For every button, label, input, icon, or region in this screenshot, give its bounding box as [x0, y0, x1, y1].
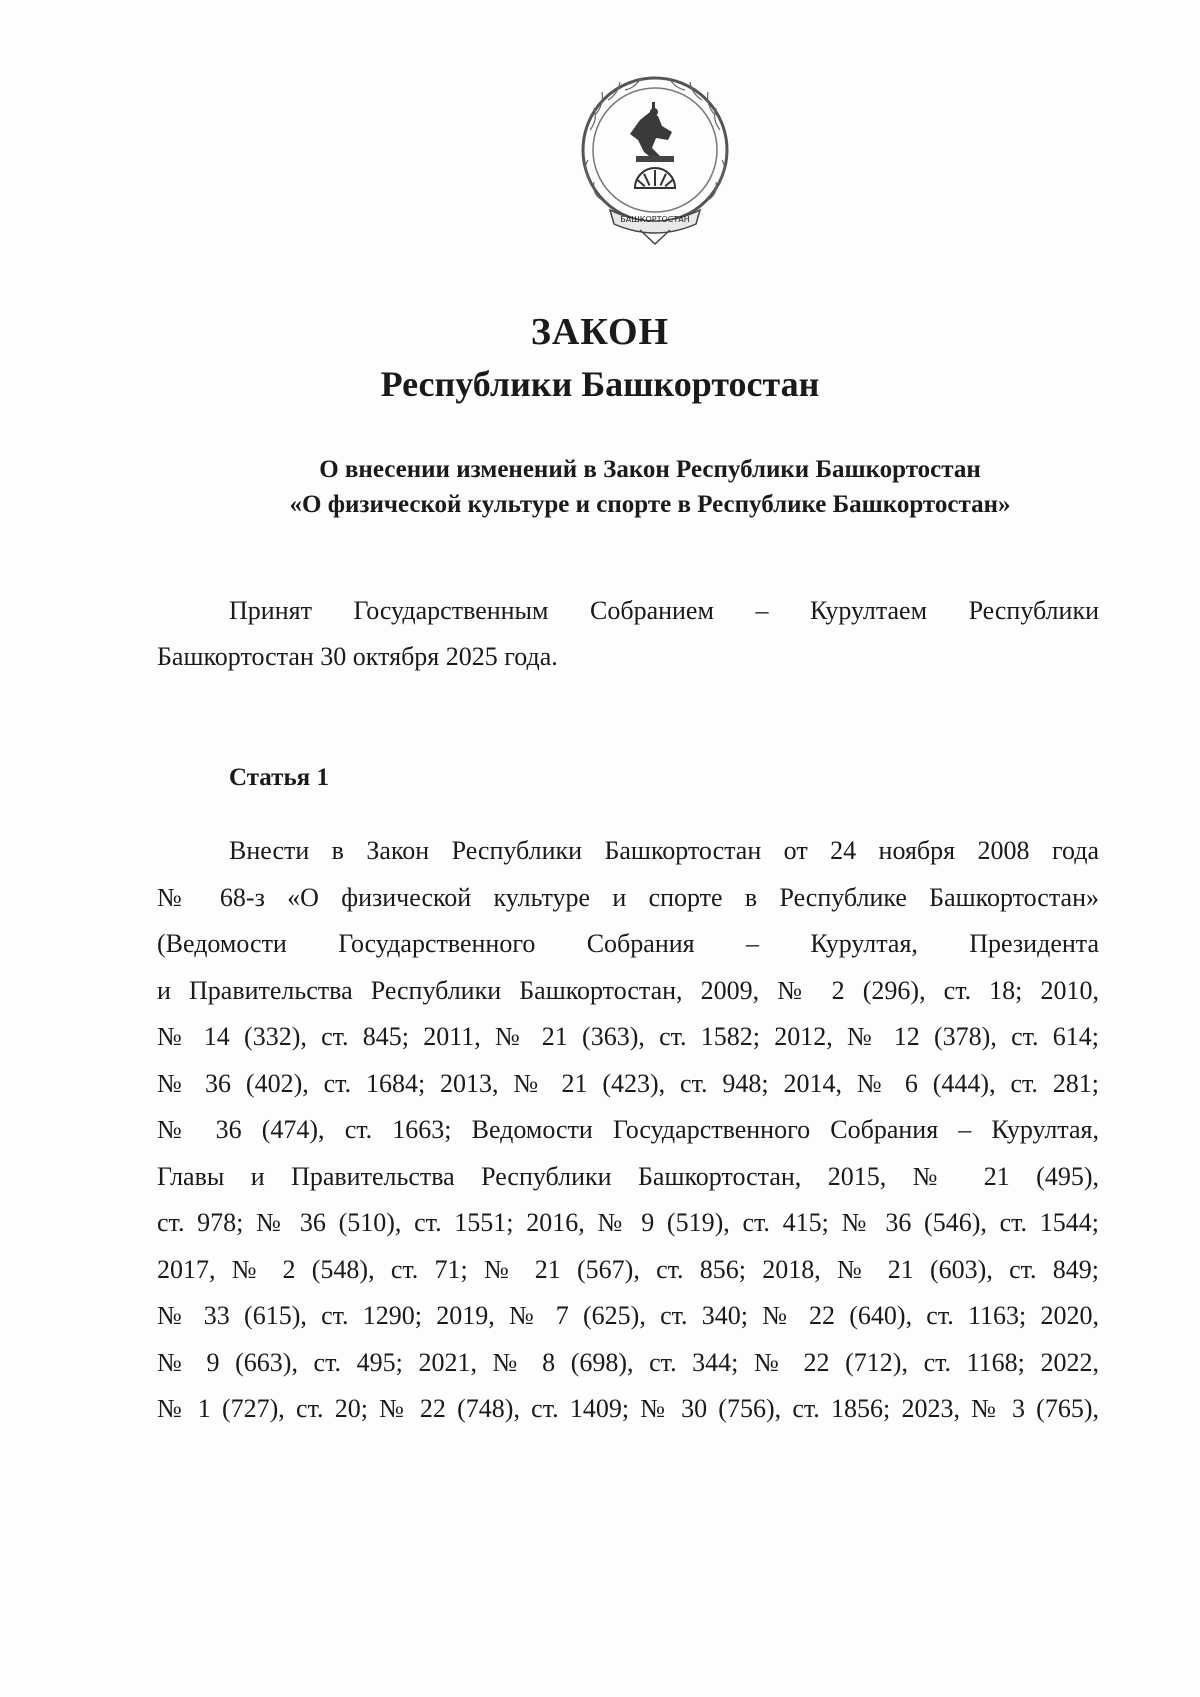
article-line: № 68-з «О физической культуре и спорте в Республике Башкортостан»	[157, 882, 1099, 912]
law-heading-line: «О физической культуре и спорте в Республике Башкортостан»	[289, 491, 1011, 518]
article-line: Внести в Закон Республики Башкортостан от 24 ноября 2008 года	[229, 836, 1099, 865]
law-title: ЗАКОН	[530, 311, 670, 353]
article-line: № 1 (727), ст. 20; № 22 (748), ст. 1409; № 30 (756), ст. 1856; 2023, № 3 (765),	[157, 1394, 1099, 1423]
law-subtitle: Республики Башкортостан	[380, 364, 820, 404]
coat-of-arms-emblem	[570, 70, 740, 250]
article-line: № 14 (332), ст. 845; 2011, № 21 (363), ст. 1582; 2012, № 12 (378), ст. 614;	[157, 1022, 1099, 1051]
article-body	[157, 828, 1099, 1433]
adoption-line: Башкортостан 30 октября 2025 года.	[157, 642, 558, 671]
law-heading-line: О внесении изменений в Закон Республики Башкортостан	[319, 456, 981, 483]
article-line: Главы и Правительства Республики Башкортостан, 2015, № 21 (495),	[157, 1161, 1099, 1191]
article-line: ст. 978; № 36 (510), ст. 1551; 2016, № 9 (519), ст. 415; № 36 (546), ст. 1544;	[157, 1208, 1099, 1237]
article-line: № 33 (615), ст. 1290; 2019, № 7 (625), ст. 340; № 22 (640), ст. 1163; 2020,	[157, 1301, 1099, 1330]
adoption-line: Принят Государственным Собранием – Курултаем Республики	[229, 596, 1099, 625]
article-title: Статья 1	[229, 764, 329, 791]
law-heading	[130, 452, 1170, 522]
emblem-ribbon-text: БАШКОРТОСТАН	[620, 215, 690, 224]
article-line: № 36 (474), ст. 1663; Ведомости Государственного Собрания – Курултая,	[157, 1115, 1099, 1144]
article-line: (Ведомости Государственного Собрания – Курултая, Президента	[157, 929, 1099, 958]
article-line: и Правительства Республики Башкортостан, 2009, № 2 (296), ст. 18; 2010,	[157, 975, 1099, 1005]
article-line: № 9 (663), ст. 495; 2021, № 8 (698), ст. 344; № 22 (712), ст. 1168; 2022,	[157, 1347, 1099, 1377]
article-line: 2017, № 2 (548), ст. 71; № 21 (567), ст. 856; 2018, № 21 (603), ст. 849;	[157, 1254, 1099, 1284]
coat-of-arms-icon	[570, 70, 740, 250]
adoption-statement	[157, 588, 1099, 680]
article-line: № 36 (402), ст. 1684; 2013, № 21 (423), ст. 948; 2014, № 6 (444), ст. 281;	[157, 1068, 1099, 1098]
